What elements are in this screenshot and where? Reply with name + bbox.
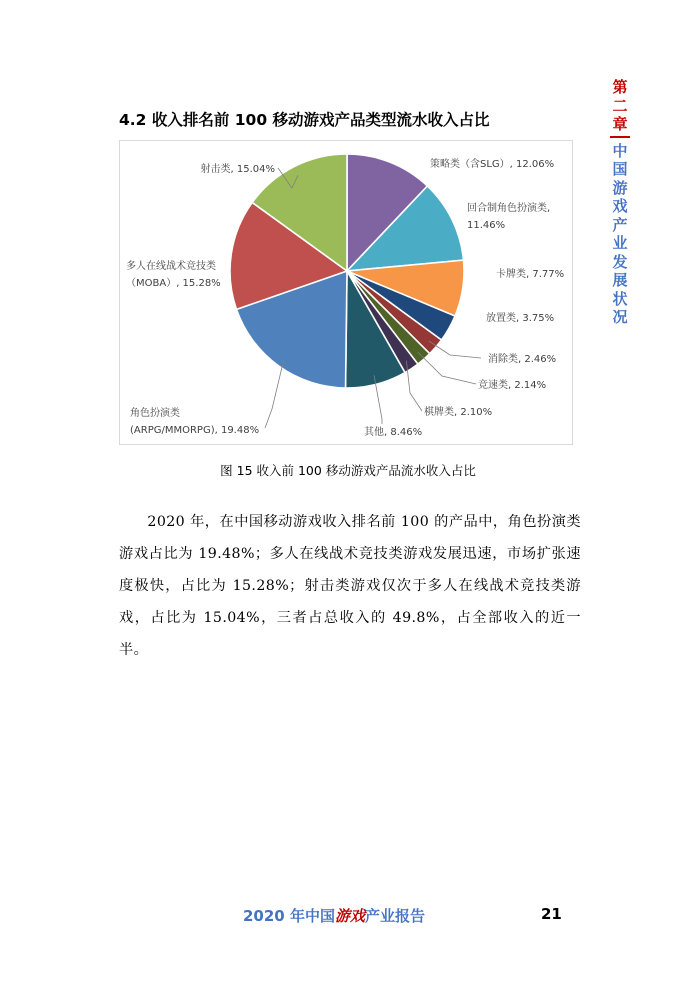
slice-label: 射击类, 15.04% <box>200 164 275 175</box>
chapter-title-char: 况 <box>612 308 628 326</box>
slice-label: 策略类（含SLG）, 12.06% <box>430 159 555 170</box>
body-paragraph: 2020 年，在中国移动游戏收入排名前 100 的产品中，角色扮演类游戏占比为 19.48%；多人在线战术竞技类游戏发展迅速，市场扩张速度极快，占比为 15.28%；射击类游戏仅次于多人在线战术竞技类游戏，占比为 15.04%，三者占总收入的 49.8%，占全部收入的近一半。 <box>119 514 581 658</box>
chapter-title-char: 状 <box>612 289 628 308</box>
slice-label: 消除类, 2.46% <box>488 354 557 365</box>
section-title: 4.2 收入排名前 100 移动游戏产品类型流水收入占比 <box>119 111 490 129</box>
chapter-title-char: 展 <box>612 271 628 289</box>
chapter-char: 二 <box>612 96 628 115</box>
chapter-side-tab <box>609 78 631 327</box>
chapter-title-char: 产 <box>612 215 628 234</box>
pie-chart <box>120 141 572 444</box>
slice-label: 竞速类, 2.14% <box>478 380 547 391</box>
chapter-title-char: 发 <box>612 252 628 271</box>
footer-report-title <box>243 905 425 926</box>
slice-label: 回合制角色扮演类, 11.46% <box>467 203 551 231</box>
chapter-title-char: 中 <box>612 141 628 160</box>
slice-label: 卡牌类, 7.77% <box>496 269 565 280</box>
slice-label: 放置类, 3.75% <box>486 313 555 324</box>
slice-label: 棋牌类, 2.10% <box>424 407 493 418</box>
chapter-char: 章 <box>612 115 628 133</box>
page-number: 21 <box>541 905 562 923</box>
footer-prefix: 2020 年中国 <box>243 907 335 925</box>
chapter-title-char: 戏 <box>612 197 628 215</box>
chapter-title-char: 业 <box>612 234 628 252</box>
figure-caption: 图 15 收入前 100 移动游戏产品流水收入占比 <box>220 463 476 478</box>
chapter-title-char: 国 <box>612 160 628 178</box>
footer-suffix: 产业报告 <box>365 907 426 925</box>
slice-label: 角色扮演类(ARPG/MMORPG), 19.48% <box>130 408 260 436</box>
pie-chart-frame <box>119 140 573 445</box>
chapter-char: 第 <box>612 78 628 96</box>
footer-accent: 游戏 <box>334 907 365 925</box>
chapter-divider <box>610 136 630 138</box>
slice-label: 其他, 8.46% <box>364 427 423 438</box>
chapter-title-char: 游 <box>612 178 628 197</box>
slice-label: 多人在线战术竞技类（MOBA）, 15.28% <box>126 261 221 289</box>
leader-line <box>265 358 284 428</box>
